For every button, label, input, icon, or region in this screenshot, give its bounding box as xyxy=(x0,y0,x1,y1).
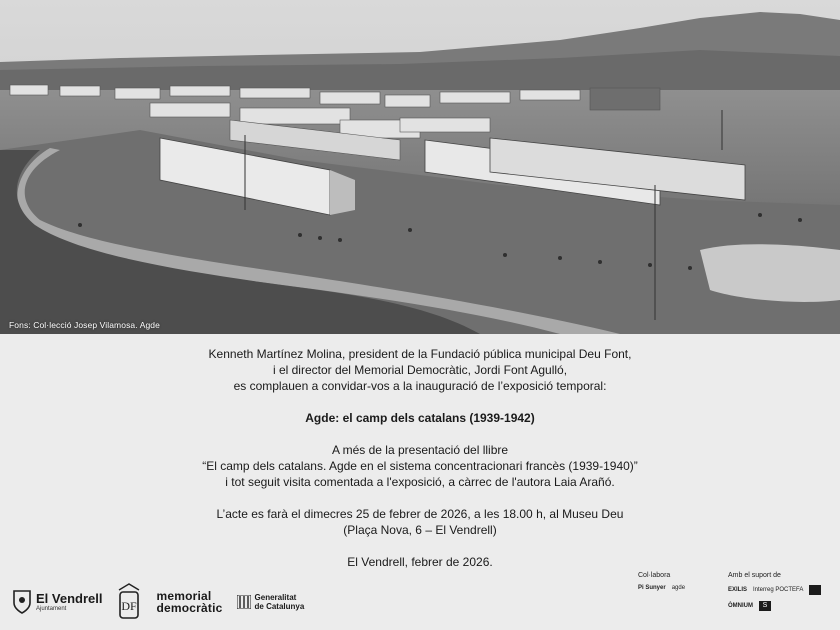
suport-label: Amb el suport de xyxy=(728,572,781,579)
invitation-line: A més de la presentació del llibre xyxy=(331,443,509,457)
invitation-line: Kenneth Martínez Molina, president de la Fundació pública municipal Deu Font, xyxy=(208,347,632,361)
generalitat-line-2: de Catalunya xyxy=(254,602,305,611)
generalitat-line-1: Generalitat xyxy=(254,593,297,602)
organizer-logos xyxy=(12,580,304,624)
supporters xyxy=(728,572,838,611)
agde-logo: agde xyxy=(671,585,686,591)
memorial-line-2: democràtic xyxy=(156,601,223,615)
invitation-text xyxy=(0,346,840,570)
interreg-logo: Interreg POCTEFA xyxy=(753,586,804,593)
generalitat-logo xyxy=(237,593,305,611)
vendrell-name: El Vendrell xyxy=(36,590,103,606)
photo-credit: Fons: Col·lecció Josep Vilamosa. Agde xyxy=(9,320,160,330)
omnium-logo: ÒMNIUM xyxy=(728,602,753,609)
sponsor-s-icon: S xyxy=(759,601,771,611)
invitation-line: i tot seguit visita comentada a l'exposició, a càrrec de l'autora Laia Arañó. xyxy=(225,475,615,489)
pi-sunyer-logo: Pi Sunyer xyxy=(638,585,666,591)
event-address: (Plaça Nova, 6 – El Vendrell) xyxy=(343,523,497,537)
vendrell-logo xyxy=(12,589,102,615)
invitation-line: i el director del Memorial Democràtic, Jordi Font Agulló, xyxy=(272,363,568,377)
memorial-line-1: memorial xyxy=(156,589,212,603)
event-date: L’acte es farà el dimecres 25 de febrer de 2026, a les 18.00 h, al Museu Deu xyxy=(216,507,624,521)
place-date: El Vendrell, febrer de 2026. xyxy=(347,555,493,569)
generalitat-flag-icon xyxy=(237,595,251,609)
collabora-label: Col·labora xyxy=(638,572,671,579)
collaborators xyxy=(638,572,718,592)
exhibition-title: Agde: el camp dels catalans (1939-1942) xyxy=(305,411,535,425)
memorial-democratic-logo xyxy=(156,590,222,614)
svg-text:DF: DF xyxy=(121,599,138,613)
invitation-line: es complauen a convidar-vos a la inauguració de l’exposició temporal: xyxy=(233,379,607,393)
deu-font-crest-icon xyxy=(116,582,142,622)
exilis-logo: EXILIS xyxy=(728,586,748,593)
vendrell-shield-icon xyxy=(12,589,32,615)
vendrell-subtitle: Ajuntament xyxy=(36,605,67,612)
book-title: “El camp dels catalans. Agde en el sistema concentracionari francès (1939-1940)” xyxy=(202,459,638,473)
eu-flag-icon xyxy=(809,585,821,595)
